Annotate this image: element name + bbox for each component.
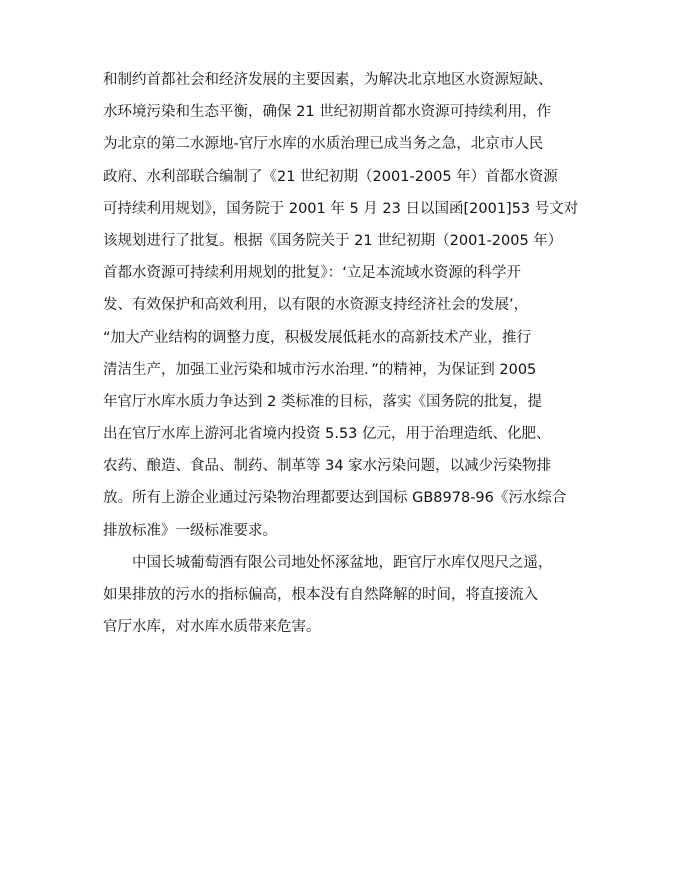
text-line: 年官厅水库水质力争达到 2 类标准的目标，落实《国务院的批复，提 (103, 393, 542, 410)
text-line: 可持续利用规划》，国务院于 2001 年 5 月 23 日以国函[2001]53 号文对 (103, 200, 579, 217)
text-line: 如果排放的污水的指标偏高，根本没有自然降解的时间，将直接流入 (103, 587, 538, 603)
text-line: 官厅水库，对水库水质带来危害。 (103, 619, 321, 636)
document-body (103, 64, 583, 643)
text-line: 发、有效保护和高效利用，以有限的水资源支持经济社会的发展’， (103, 297, 529, 314)
text-line: “加大产业结构的调整力度，积极发展低耗水的高新技术产业，推行 (103, 329, 532, 346)
text-line: 为北京的第二水源地-官厅水库的水质治理已成当务之急，北京市人民 (103, 136, 544, 153)
paragraph-1 (103, 64, 583, 547)
text-line: 该规划进行了批复。根据《国务院关于 21 世纪初期（2001-2005 年） (103, 232, 563, 249)
text-line: 政府、水利部联合编制了《21 世纪初期（2001-2005 年）首都水资源 (103, 168, 558, 185)
text-line: 和制约首都社会和经济发展的主要因素，为解决北京地区水资源短缺、 (103, 72, 553, 88)
text-line: 农药、酿造、食品、制药、制革等 34 家水污染问题，以减少污染物排 (103, 458, 552, 475)
text-line: 出在官厅水库上游河北省境内投资 5.53 亿元，用于治理造纸、化肥、 (103, 426, 551, 443)
text-line: 首都水资源可持续利用规划的批复》：‘立足本流域水资源的科学开 (103, 265, 521, 282)
text-line: 中国长城葡萄酒有限公司地处怀涿盆地，距官厅水库仅咫尺之遥， (103, 554, 553, 571)
text-line: 清洁生产，加强工业污染和城市污水治理．”的精神，为保证到 2005 (103, 361, 537, 378)
text-line: 放。所有上游企业通过污染物治理都要达到国标 GB8978-96《污水综合 (103, 490, 567, 507)
text-line: 水环境污染和生态平衡，确保 21 世纪初期首都水资源可持续利用，作 (103, 104, 552, 121)
paragraph-2 (103, 547, 583, 644)
text-line: 排放标准》一级标准要求。 (103, 522, 277, 539)
